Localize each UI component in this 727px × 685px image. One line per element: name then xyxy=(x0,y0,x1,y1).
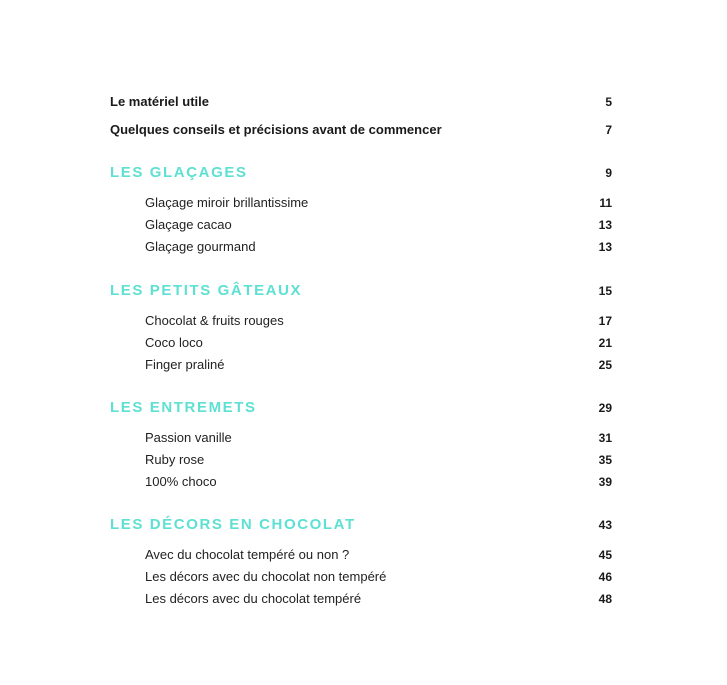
toc-subentry[interactable] xyxy=(145,239,612,254)
toc-subentry[interactable] xyxy=(145,591,612,606)
toc-subentry-page: 17 xyxy=(598,314,612,328)
toc-subentry[interactable] xyxy=(145,452,612,467)
toc-subentry[interactable] xyxy=(145,357,612,372)
toc-subentry-page: 31 xyxy=(598,431,612,445)
toc-subentry-page: 21 xyxy=(598,336,612,350)
toc-entry[interactable] xyxy=(110,94,612,109)
toc-subentry-page: 25 xyxy=(598,358,612,372)
toc-subentry-title: Glaçage miroir brillantissime xyxy=(145,195,309,210)
section-heading[interactable] xyxy=(110,164,612,181)
toc-subentry[interactable] xyxy=(145,474,612,489)
toc-subentry[interactable] xyxy=(145,335,612,350)
toc-subentry-title: Les décors avec du chocolat non tempéré xyxy=(145,569,387,584)
toc-entry-page: 7 xyxy=(605,123,612,137)
toc-subentry-title: Passion vanille xyxy=(145,430,232,445)
toc-subentry-title: Avec du chocolat tempéré ou non ? xyxy=(145,547,350,562)
toc-subentry-page: 11 xyxy=(599,196,612,210)
toc-subentry-title: Coco loco xyxy=(145,335,203,350)
toc-subentry-page: 35 xyxy=(598,453,612,467)
toc-entry-page: 5 xyxy=(605,95,612,109)
toc-subentry[interactable] xyxy=(145,313,612,328)
toc-subentry-page: 48 xyxy=(598,592,612,606)
toc-subentry-title: Ruby rose xyxy=(145,452,205,467)
section-page: 43 xyxy=(598,518,612,532)
toc-subentry-page: 46 xyxy=(598,570,612,584)
section-title: LES DÉCORS EN CHOCOLAT xyxy=(110,516,356,533)
toc-entry[interactable] xyxy=(110,122,612,137)
toc-subentry-page: 13 xyxy=(598,240,612,254)
toc-subentry-title: Les décors avec du chocolat tempéré xyxy=(145,591,362,606)
section-heading[interactable] xyxy=(110,516,612,533)
toc-subentry-title: Glaçage cacao xyxy=(145,217,232,232)
toc-subentry[interactable] xyxy=(145,430,612,445)
section-page: 29 xyxy=(598,401,612,415)
section-title: LES ENTREMETS xyxy=(110,399,257,416)
section-page: 9 xyxy=(605,166,612,180)
toc-entry-title: Le matériel utile xyxy=(110,94,209,109)
toc-subentry-page: 45 xyxy=(598,548,612,562)
toc-subentry[interactable] xyxy=(145,195,612,210)
section-page: 15 xyxy=(598,284,612,298)
toc-subentry[interactable] xyxy=(145,547,612,562)
toc-subentry[interactable] xyxy=(145,569,612,584)
toc-subentry[interactable] xyxy=(145,217,612,232)
section-heading[interactable] xyxy=(110,282,612,299)
section-title: LES GLAÇAGES xyxy=(110,164,248,181)
section-heading[interactable] xyxy=(110,399,612,416)
toc-subentry-title: 100% choco xyxy=(145,474,217,489)
toc-subentry-page: 39 xyxy=(598,475,612,489)
toc-subentry-page: 13 xyxy=(598,218,612,232)
toc-entry-title: Quelques conseils et précisions avant de commencer xyxy=(110,122,442,137)
section-title: LES PETITS GÂTEAUX xyxy=(110,282,303,299)
toc-subentry-title: Finger praliné xyxy=(145,357,225,372)
toc-subentry-title: Glaçage gourmand xyxy=(145,239,256,254)
toc-subentry-title: Chocolat & fruits rouges xyxy=(145,313,284,328)
